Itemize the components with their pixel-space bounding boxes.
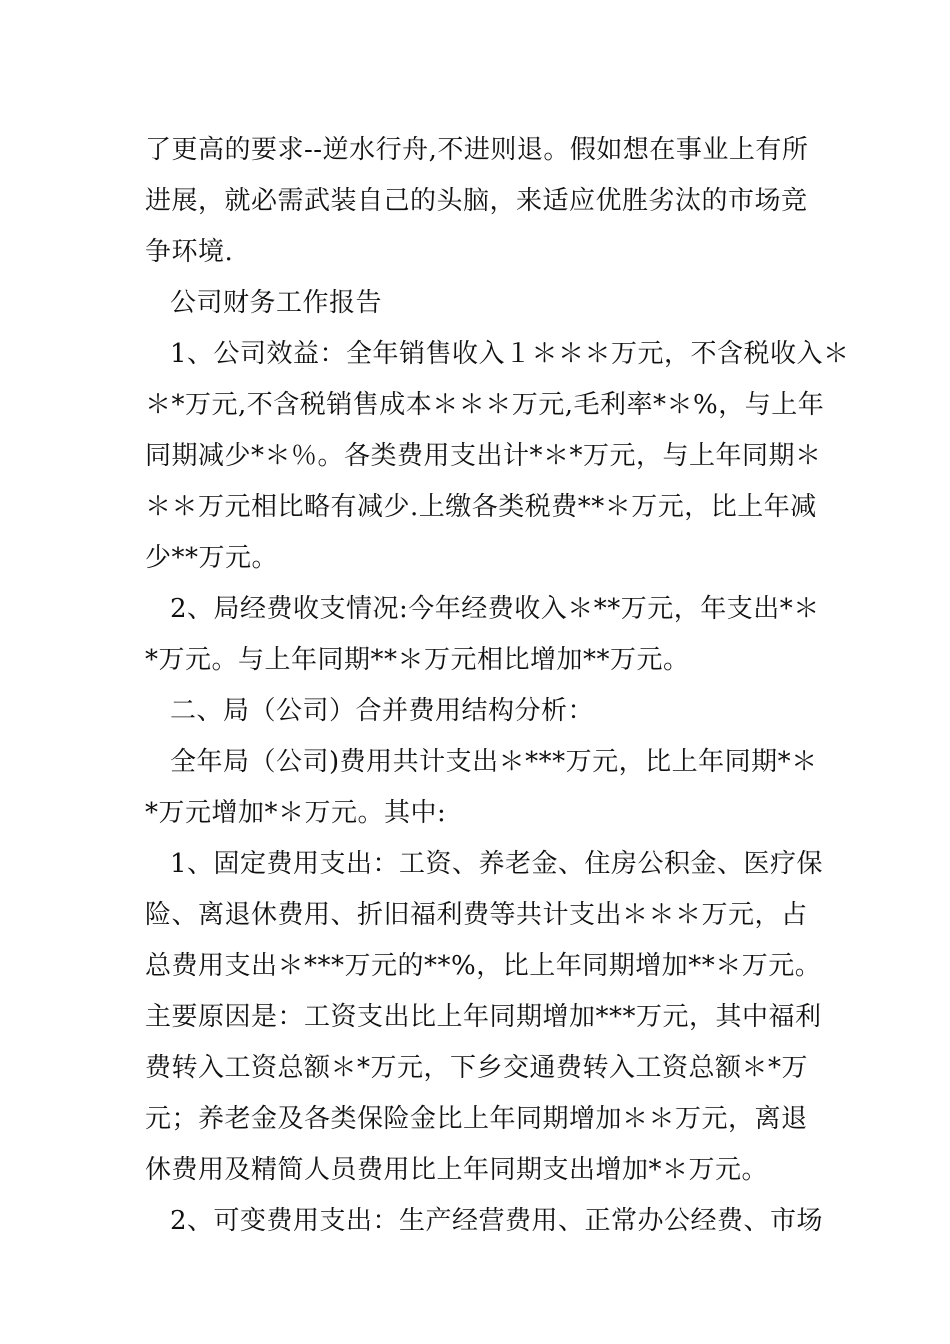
- paragraph-line: ＊＊万元相比略有减少.上缴各类税费**＊万元，比上年减: [145, 492, 817, 522]
- paragraph-line: 了更高的要求--逆水行舟,不进则退。假如想在事业上有所: [145, 135, 809, 165]
- paragraph-line: ＊*万元,不含税销售成本＊＊＊万元,毛利率*＊%，与上年: [145, 390, 825, 420]
- section-heading: 公司财务工作报告: [170, 288, 383, 318]
- paragraph-line: 费转入工资总额＊*万元，下乡交通费转入工资总额＊*万: [145, 1053, 809, 1083]
- paragraph-line: 1、公司效益：全年销售收入１＊＊＊万元，不含税收入＊: [170, 339, 850, 369]
- paragraph-line: 2、局经费收支情况:今年经费收入＊**万元，年支出*＊: [170, 594, 820, 624]
- paragraph-line: 全年局（公司)费用共计支出＊***万元，比上年同期*＊: [170, 747, 818, 777]
- paragraph-line: 同期减少*＊％。各类费用支出计*＊*万元，与上年同期＊: [145, 441, 822, 471]
- paragraph-line: 险、离退休费用、折旧福利费等共计支出＊＊＊万元，占: [145, 900, 808, 930]
- paragraph-line: 元；养老金及各类保险金比上年同期增加＊＊万元，离退: [145, 1104, 808, 1134]
- paragraph-line: 总费用支出＊***万元的**%，比上年同期增加**＊万元。: [145, 951, 822, 981]
- section-heading: 二、局（公司）合并费用结构分析：: [170, 696, 595, 726]
- paragraph-line: *万元。与上年同期**＊万元相比增加**万元。: [145, 645, 690, 675]
- paragraph-line: 进展，就必需武装自己的头脑，来适应优胜劣汰的市场竞: [145, 186, 808, 216]
- paragraph-line: 少**万元。: [145, 543, 279, 573]
- paragraph-line: 争环境.: [145, 237, 234, 267]
- paragraph-line: 主要原因是：工资支出比上年同期增加***万元，其中福利: [145, 1002, 822, 1032]
- paragraph-line: 休费用及精简人员费用比上年同期支出增加*＊万元。: [145, 1155, 769, 1185]
- paragraph-line: 1、固定费用支出：工资、养老金、住房公积金、医疗保: [170, 849, 824, 879]
- paragraph-line: 2、可变费用支出：生产经营费用、正常办公经费、市场: [170, 1206, 824, 1236]
- paragraph-line: *万元增加*＊万元。其中:: [145, 798, 447, 828]
